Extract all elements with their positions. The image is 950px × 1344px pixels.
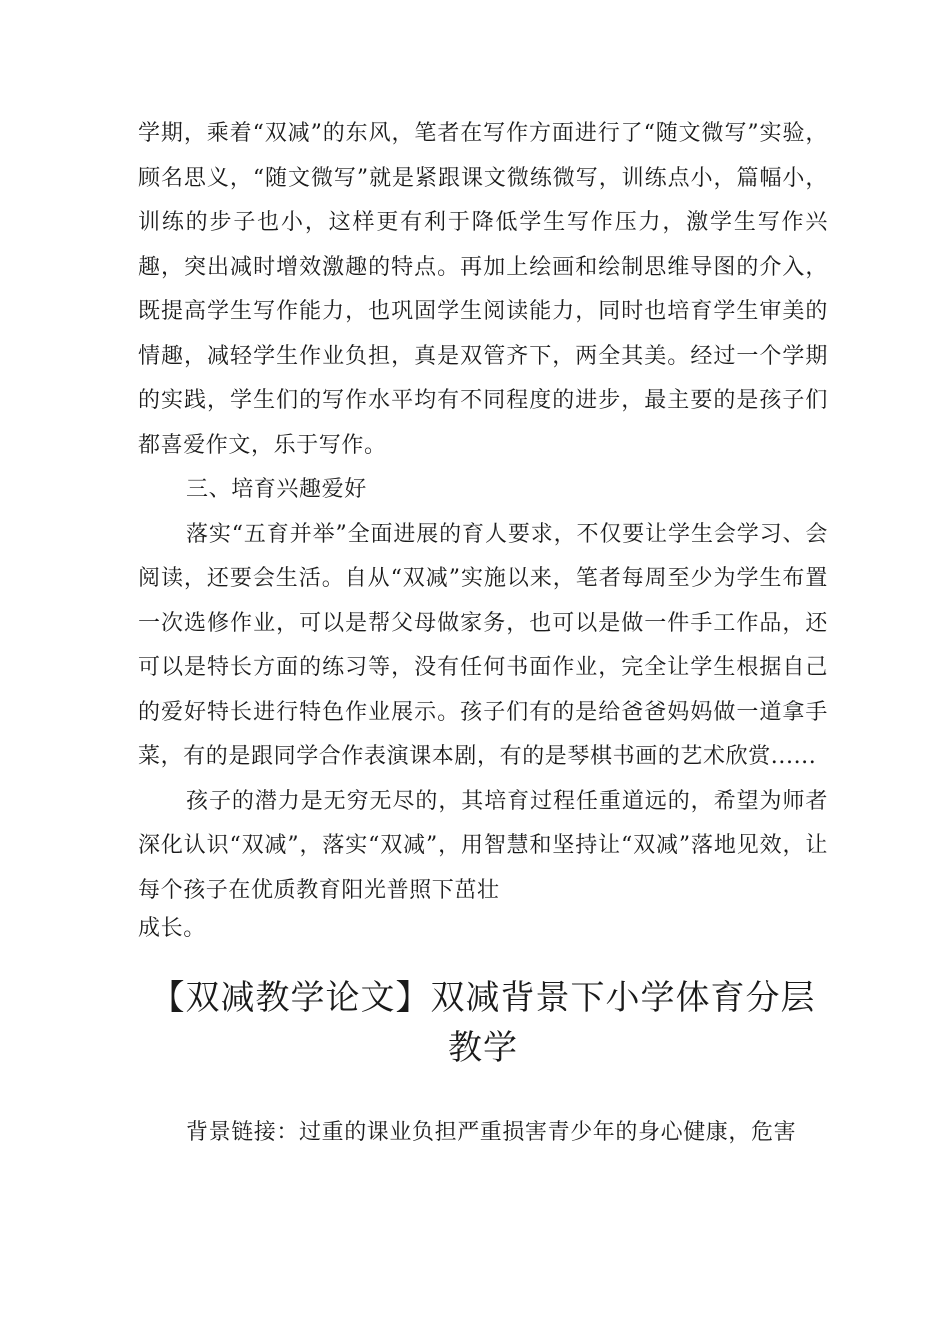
paragraph-conclusion-end: 成长。 (138, 916, 206, 941)
paragraph-conclusion: 孩子的潜力是无穷无尽的，其培育过程任重道远的，希望为师者深化认识“双减”，落实“双减”，用智慧和坚持让“双减”落地见效，让每个孩子在优质教育阳光普照下茁壮 (138, 788, 828, 903)
paragraph-elective-homework: 落实“五育并举”全面进展的育人要求，不仅要让学生会学习、会阅读，还要会生活。自从“双减”实施以来，笔者每周至少为学生布置一次选修作业，可以是帮父母做家务，也可以是做一件手工作品，还可以是特长方面的练习等，没有任何书面作业，完全让学生根据自己的爱好特长进行特色作业展示。孩子们有的是给爸爸妈妈做一道拿手菜，有的是跟同学合作表演课本剧，有的是琴棋书画的艺术欣赏...... (138, 521, 828, 769)
article-title: 【双减教学论文】双减背景下小学体育分层教学 (150, 978, 816, 1068)
spacer (138, 1073, 828, 1111)
document-body (138, 112, 828, 1156)
paragraph-background: 背景链接：过重的课业负担严重损害青少年的身心健康，危害 (186, 1120, 797, 1145)
section-heading-interests: 三、培育兴趣爱好 (186, 477, 367, 502)
paragraph-writing-experiment: 学期，乘着“双减”的东风，笔者在写作方面进行了“随文微写”实验，顾名思义，“随文微写”就是紧跟课文微练微写，训练点小，篇幅小，训练的步子也小，这样更有利于降低学生写作压力，激学生写作兴趣，突出减时增效激趣的特点。再加上绘画和绘制思维导图的介入，既提高学生写作能力，也巩固学生阅读能力，同时也培育学生审美的情趣，减轻学生作业负担，真是双管齐下，两全其美。经过一个学期的实践，学生们的写作水平均有不同程度的进步，最主要的是孩子们都喜爱作文，乐于写作。 (138, 121, 828, 458)
